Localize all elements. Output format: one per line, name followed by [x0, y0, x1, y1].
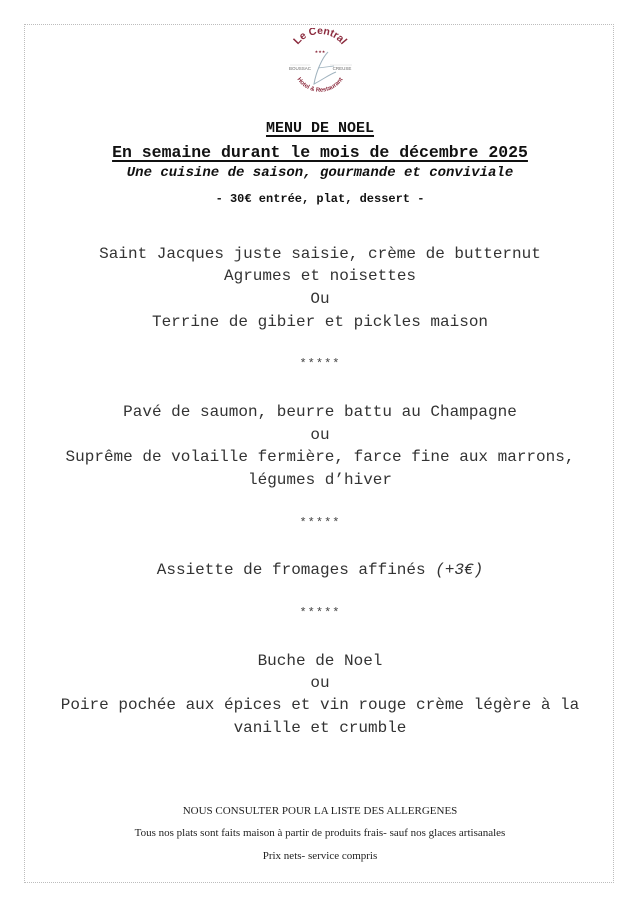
dessert-2: Poire pochée aux épices et vin rouge crème légère à la — [60, 696, 580, 714]
course-separator: ***** — [299, 516, 341, 530]
svg-text:CREUSE: CREUSE — [332, 66, 352, 71]
main-or: ou — [310, 426, 330, 444]
cheese-course — [0, 559, 640, 581]
menu-period: En semaine durant le mois de décembre 2025 — [112, 143, 528, 162]
allergens-notice: NOUS CONSULTER POUR LA LISTE DES ALLERGENES — [182, 805, 458, 817]
starter-1-detail: Agrumes et noisettes — [223, 267, 417, 285]
starter-2: Terrine de gibier et pickles maison — [151, 313, 489, 331]
menu-price: - 30€ entrée, plat, dessert - — [215, 192, 425, 206]
prices-notice: Prix nets- service compris — [262, 850, 378, 862]
svg-text:Hotel & Restaurant: Hotel & Restaurant — [295, 76, 345, 94]
course-separator: ***** — [299, 357, 341, 371]
menu-title: MENU DE NOEL — [265, 120, 375, 137]
svg-text:Le Central: Le Central — [291, 28, 350, 47]
svg-text:BOUSSAC: BOUSSAC — [288, 66, 312, 71]
menu-tagline: Une cuisine de saison, gourmande et conviviale — [126, 165, 514, 181]
starter-1: Saint Jacques juste saisie, crème de butternut — [99, 245, 541, 263]
svg-text:★★★: ★★★ — [314, 49, 326, 54]
course-separator: ***** — [299, 606, 341, 620]
restaurant-logo — [278, 28, 362, 104]
starter-or: Ou — [310, 290, 330, 308]
main-1: Pavé de saumon, beurre battu au Champagne — [123, 403, 517, 421]
homemade-notice: Tous nos plats sont faits maison à partir de produits frais- sauf nos glaces artisanales — [134, 827, 506, 839]
main-2: Suprême de volaille fermière, farce fine aux marrons, — [65, 448, 575, 466]
logo-emblem-icon — [278, 28, 362, 104]
main-2-detail: légumes d’hiver — [247, 471, 393, 489]
cheese-supplement: (+3€) — [435, 561, 484, 579]
cheese-label: Assiette de fromages affinés — [156, 561, 426, 579]
dessert-2-detail: vanille et crumble — [233, 719, 407, 737]
dessert-or: ou — [310, 674, 330, 692]
dessert-1: Buche de Noel — [257, 652, 383, 670]
